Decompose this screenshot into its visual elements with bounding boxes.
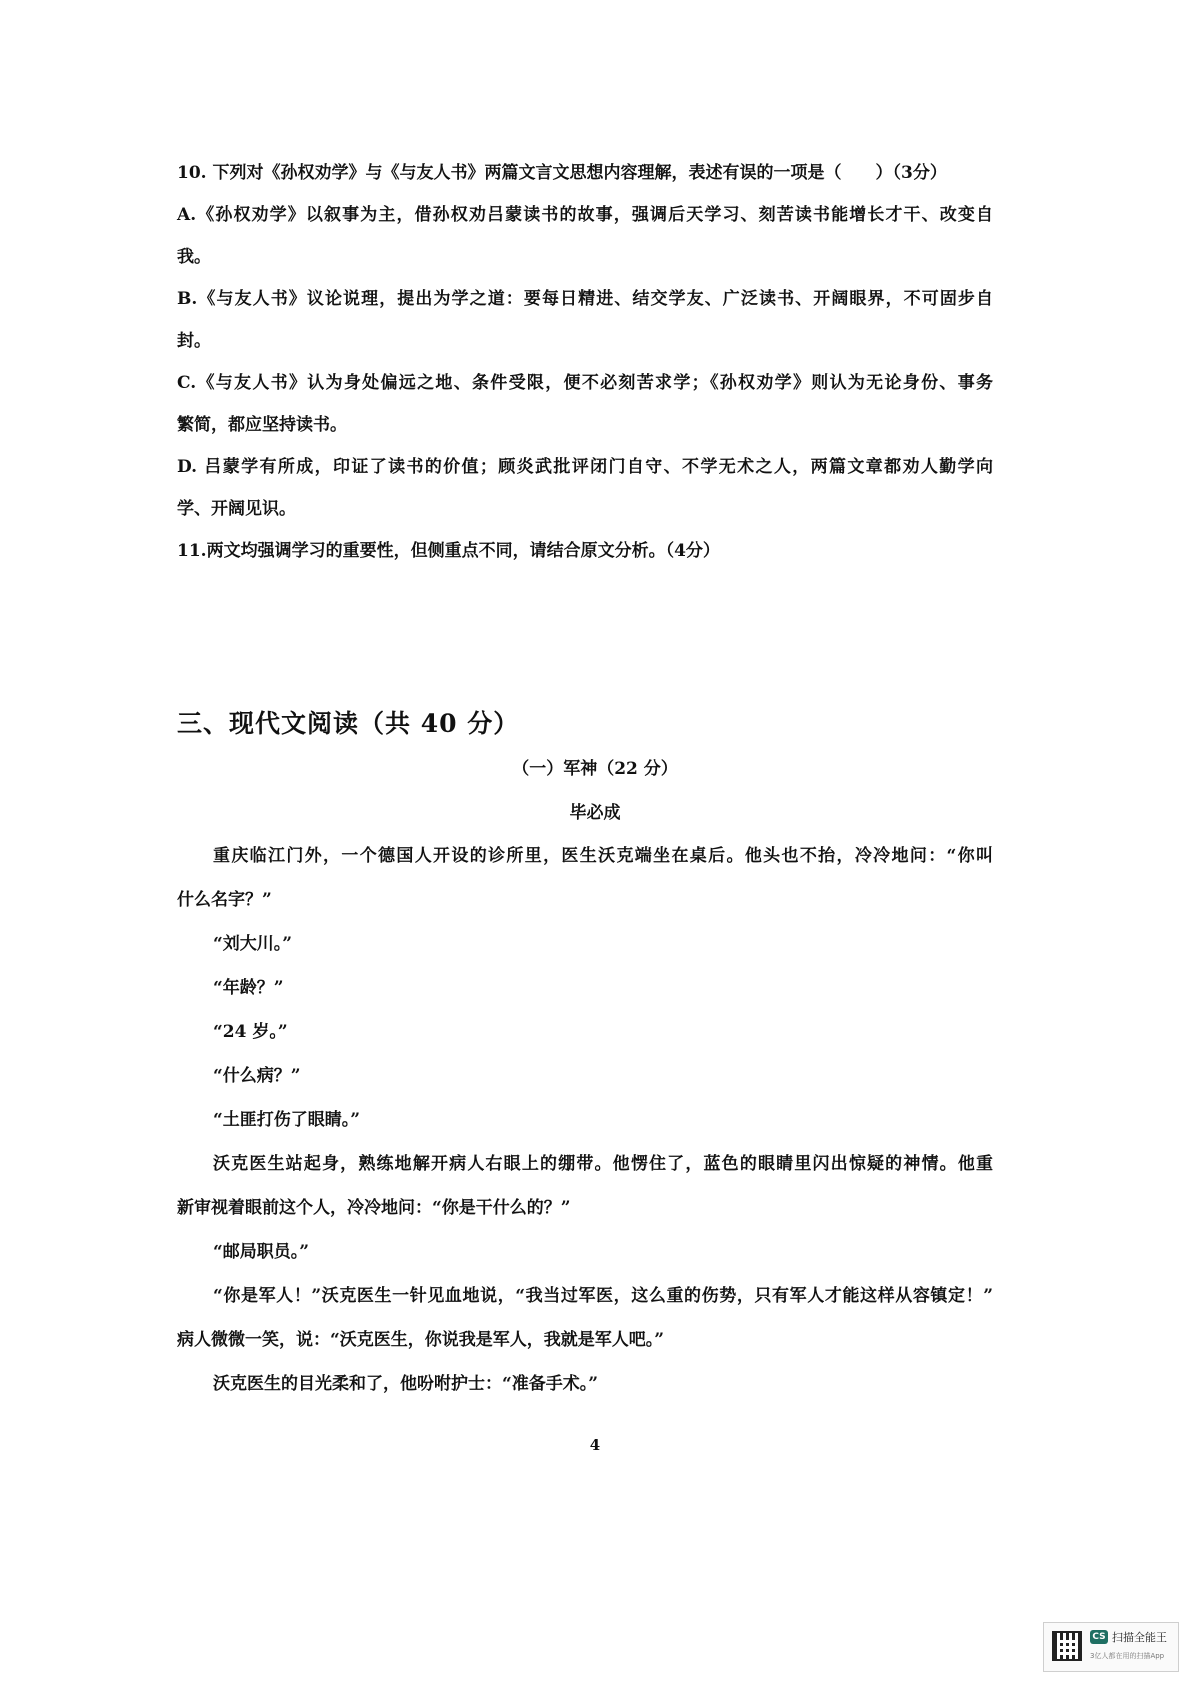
passage-paragraph-cont: 什么名字？” (177, 890, 272, 910)
passage-title: （一）军神（22 分） (512, 759, 678, 779)
question-10-option-b-cont: 封。 (177, 331, 211, 351)
passage-dialogue: “刘大川。” (213, 934, 293, 954)
page-number: 4 (589, 1436, 601, 1454)
passage-paragraph: 沃克医生的目光柔和了，他吩咐护士：“准备手术。” (213, 1374, 599, 1394)
passage-dialogue: “年龄？” (213, 978, 284, 998)
question-10-option-c: C.《与友人书》认为身处偏远之地、条件受限，便不必刻苦求学；《孙权劝学》则认为无论身份、事务 (177, 373, 993, 393)
camscanner-logo: CS (1090, 1630, 1108, 1644)
scanner-watermark (1043, 1622, 1179, 1672)
question-10-stem: 10. 下列对《孙权劝学》与《与友人书》两篇文言文思想内容理解，表述有误的一项是（ ）（3分） (177, 163, 947, 183)
qr-code-icon (1052, 1631, 1082, 1661)
passage-author: 毕必成 (569, 803, 621, 823)
question-11-stem: 11.两文均强调学习的重要性，但侧重点不同，请结合原文分析。（4分） (177, 541, 720, 561)
passage-paragraph: 重庆临江门外，一个德国人开设的诊所里，医生沃克端坐在桌后。他头也不抬，冷冷地问：“你叫 (213, 846, 993, 866)
passage-dialogue: “邮局职员。” (213, 1242, 310, 1262)
section-title: 三、现代文阅读（共 40 分） (177, 709, 520, 738)
passage-paragraph: “你是军人！”沃克医生一针见血地说，“我当过军医，这么重的伤势，只有军人才能这样从容镇定！” (213, 1286, 993, 1306)
passage-paragraph: 沃克医生站起身，熟练地解开病人右眼上的绷带。他愣住了，蓝色的眼睛里闪出惊疑的神情。他重 (213, 1154, 993, 1174)
question-10-option-d: D. 吕蒙学有所成，印证了读书的价值；顾炎武批评闭门自守、不学无术之人，两篇文章都劝人勤学向 (177, 457, 993, 477)
passage-dialogue: “24 岁。” (213, 1022, 288, 1042)
passage-paragraph-cont: 病人微微一笑，说：“沃克医生，你说我是军人，我就是军人吧。” (177, 1330, 665, 1350)
passage-paragraph-cont: 新审视着眼前这个人，冷冷地问：“你是干什么的？” (177, 1198, 571, 1218)
question-10-option-a-cont: 我。 (177, 247, 211, 267)
passage-dialogue: “土匪打伤了眼睛。” (213, 1110, 361, 1130)
question-10-option-c-cont: 繁简，都应坚持读书。 (177, 415, 347, 435)
question-10-option-d-cont: 学、开阔见识。 (177, 499, 296, 519)
passage-dialogue: “什么病？” (213, 1066, 301, 1086)
question-10-option-b: B.《与友人书》议论说理，提出为学之道：要每日精进、结交学友、广泛读书、开阔眼界，不可固步自 (177, 289, 993, 309)
question-10-option-a: A.《孙权劝学》以叙事为主，借孙权劝吕蒙读书的故事，强调后天学习、刻苦读书能增长才干、改变自 (177, 205, 993, 225)
watermark-tagline: 3亿人都在用的扫描App (1090, 1652, 1165, 1660)
watermark-brand: 扫描全能王 (1112, 1631, 1167, 1644)
